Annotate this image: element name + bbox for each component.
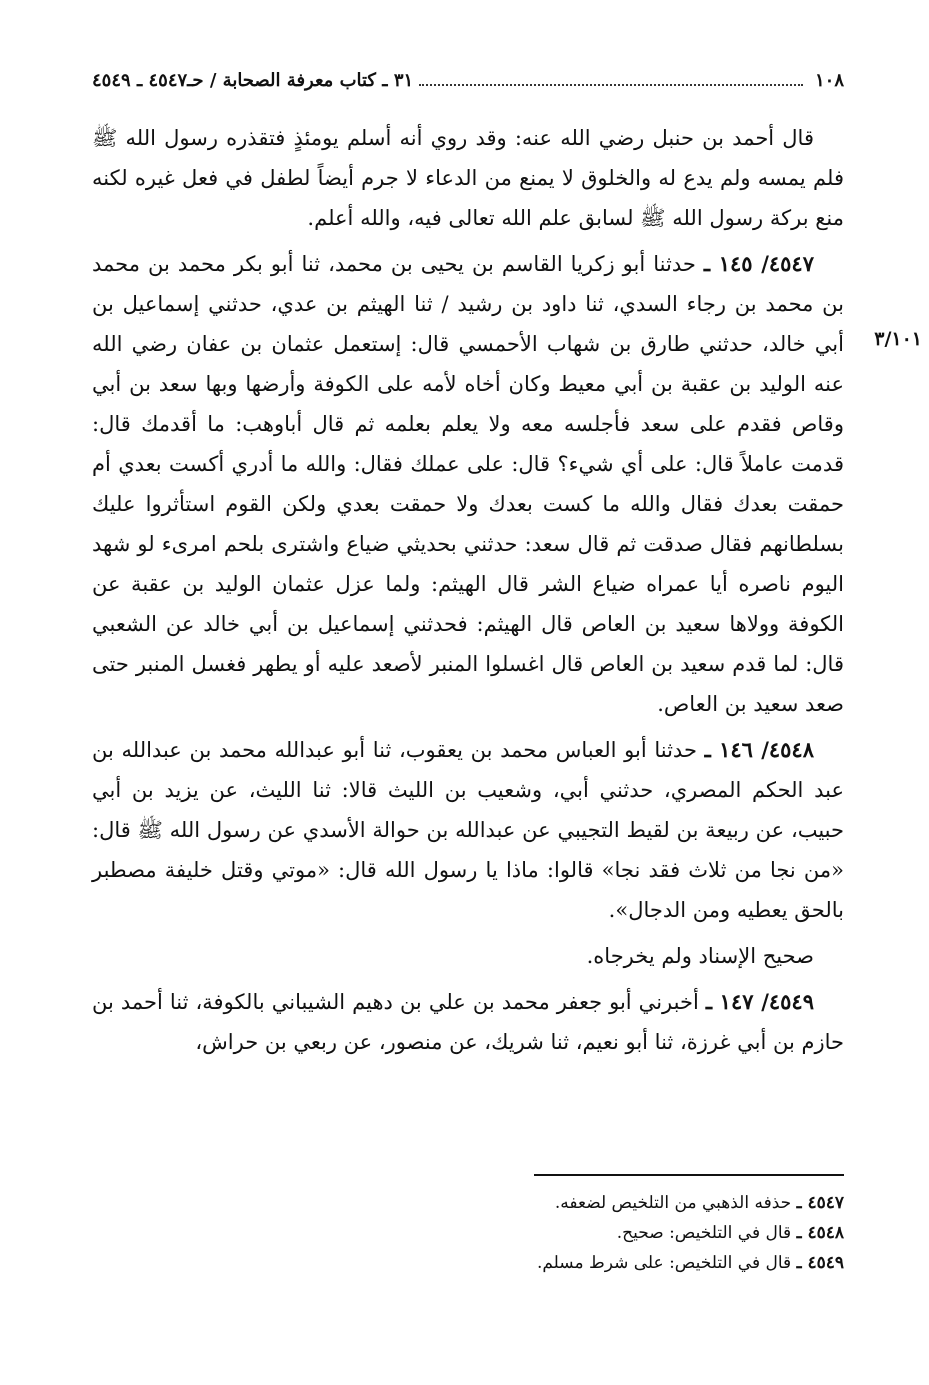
running-title: ٣١ ـ كتاب معرفة الصحابة / حـ٤٥٤٧ ـ ٤٥٤٩ [92,70,414,91]
book-page [92,70,922,1330]
footnote-number: ٤٥٤٩ ـ [796,1253,844,1273]
paragraph-text: صحيح الإسناد ولم يخرجاه. [586,944,814,968]
page-number: ١٠٨ [814,70,844,91]
paragraph-text: حدثنا أبو العباس محمد بن يعقوب، ثنا أبو عبدالله محمد بن عبدالله بن عبد الحكم المصري، حدثني أبي، وشعيب بن الليث قالا: ثنا الليث، عن يزيد بن أبي حبيب، عن ربيعة بن لقيط التجيبي عن عبدالله بن حوالة الأسدي عن رسول الله ﷺ قال: «من نجا من ثلاث فقد نجا» قالوا: ماذا يا رسول الله قال: «موتي وقتل خليفة مصطبر بالحق يعطيه ومن الدجال». [92,738,844,922]
margin-volume-reference: ٣/١٠١ [874,328,922,350]
footnote-item [92,1188,844,1218]
hadith-number: ٤٥٤٨/ ١٤٦ ـ [704,737,814,762]
hadith-number: ٤٥٤٩/ ١٤٧ ـ [705,989,814,1014]
header-dot-leader [419,72,803,86]
paragraph-text: قال أحمد بن حنبل رضي الله عنه: وقد روي أنه أسلم يومئذٍ فتقذره رسول الله ﷺ فلم يمسه ولم يدع له والخلوق لا يمنع من الدعاء لا جرم أيضاً لطفل في فعل غيره لكنه منع بركة رسول الله ﷺ لسابق علم الله تعالى فيه، والله أعلم. [92,126,844,230]
footnote-text: قال في التلخيص: على شرط مسلم. [536,1253,792,1273]
footnote-text: قال في التلخيص: صحيح. [616,1223,792,1243]
footnote-divider [534,1174,844,1176]
footnote-number: ٤٥٤٨ ـ [796,1223,844,1243]
footnote-number: ٤٥٤٧ ـ [796,1193,844,1213]
footnote-item [92,1218,844,1248]
footnote-text: حذفه الذهبي من التلخيص لضعفه. [554,1193,792,1213]
paragraph-hadith-4547 [92,244,844,724]
footnote-item [92,1248,844,1278]
paragraph-hadith-4549 [92,982,844,1062]
paragraph-text: حدثنا أبو زكريا القاسم بن يحيى بن محمد، ثنا أبو بكر محمد بن محمد بن محمد بن رجاء السدي، ثنا داود بن رشيد / ثنا الهيثم بن عدي، حدثني إسماعيل بن أبي خالد، حدثني طارق بن شهاب الأحمسي قال: إستعمل عثمان بن عفان رضي الله عنه الوليد بن عقبة بن أبي معيط وكان أخاه لأمه على الكوفة وأرضها وبها سعد بن أبي وقاص فقدم على سعد فأجلسه معه ولا يعلم بعلمه ثم قال أباوهب: ما أقدمك قال: قدمت عاملاً قال: على أي شيء؟ قال: على عملك فقال: والله ما أدري أكست بعدي أم حمقت بعدك فقال والله ما كست بعدك ولا حمقت بعدي ولكن القوم استأثروا عليك بسلطانهم فقال صدقت ثم قال سعد: حدثني بحديثي ضياع واشترى بلحم امرىء لو شهد اليوم ناصره أيا عمراه ضياع الشر قال الهيثم: ولما عزل عثمان الوليد بن عقبة عن الكوفة وولاها سعيد بن العاص قال الهيثم: فحدثني إسماعيل بن أبي خالد عن الشعبي قال: لما قدم سعيد بن العاص قال اغسلوا المنبر لأصعد عليه أو يطهر فغسل المنبر حتى صعد سعيد بن العاص. [92,252,844,716]
paragraph-intro [92,118,844,238]
main-text [92,118,844,1062]
paragraph-hadith-4548 [92,730,844,930]
paragraph-text: أخبرني أبو جعفر محمد بن علي بن دهيم الشيباني بالكوفة، ثنا أحمد بن حازم بن أبي غرزة، ثنا أبو نعيم، ثنا شريك، عن منصور، عن ربعي بن حراش، [92,990,844,1054]
footnotes [92,1188,844,1278]
paragraph-grading [92,936,844,976]
hadith-number: ٤٥٤٧/ ١٤٥ ـ [703,251,814,276]
page-header [92,70,844,106]
